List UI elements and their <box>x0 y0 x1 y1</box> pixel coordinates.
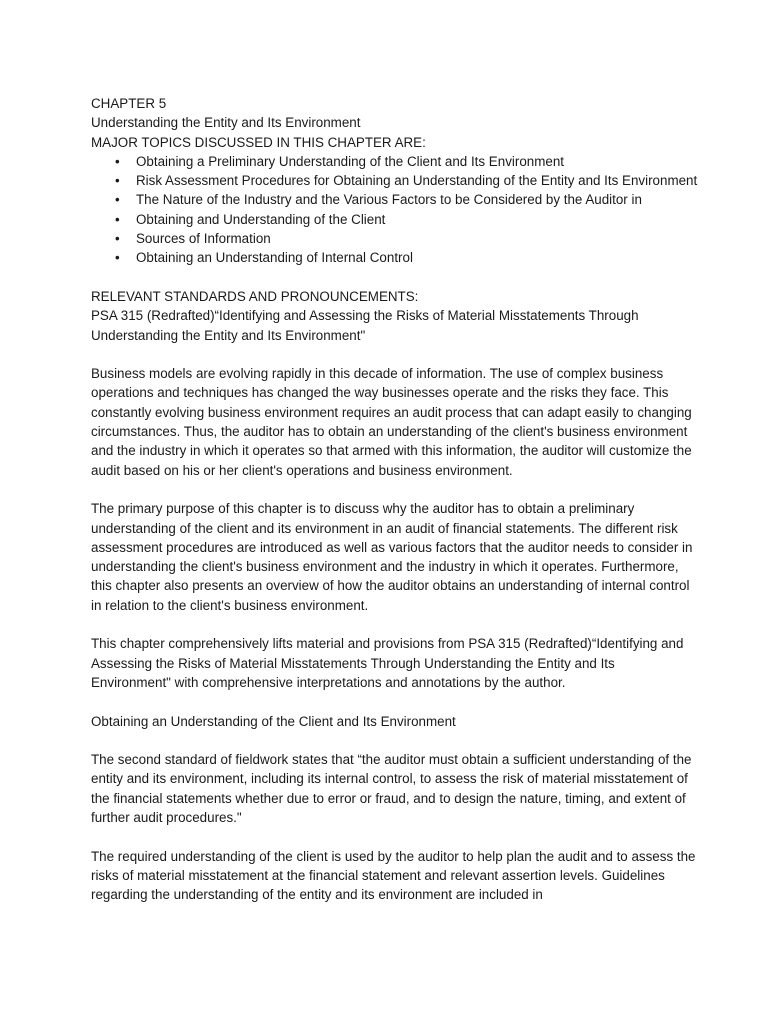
list-item <box>91 229 698 248</box>
paragraph-1: Business models are evolving rapidly in this decade of information. The use of complex business operations and techniques has changed the way businesses operate and the risks they face. This constantly evolving business environment requires an audit process that can adapt easily to changing circumstances. Thus, the auditor has to obtain an understanding of the client's business environment and the industry in which it operates so that armed with this information, the auditor will customize the audit based on his or her client's operations and business environment. <box>91 366 692 478</box>
paragraph-2: The primary purpose of this chapter is to discuss why the auditor has to obtain a preliminary understanding of the client and its environment in an audit of financial statements. The different risk assessment procedures are introduced as well as various factors that the auditor needs to consider in understanding the client's business environment and the industry in which it operates. Furthermore, this chapter also presents an overview of how the auditor obtains an understanding of internal control in relation to the client's business environment. <box>91 501 693 613</box>
bullet-icon: • <box>115 153 120 169</box>
paragraph-4: The second standard of fieldwork states that “the auditor must obtain a sufficient understanding of the entity and its environment, including its internal control, to assess the risk of material misstatement of the financial statements whether due to error or fraud, and to design the nature, timing, and extent of further audit procedures." <box>91 752 692 825</box>
topics-list <box>91 152 698 268</box>
bullet-icon: • <box>115 192 120 208</box>
list-item <box>91 152 698 171</box>
spacer <box>91 480 698 499</box>
list-item-text: Sources of Information <box>136 231 271 247</box>
paragraph-5: The required understanding of the client is used by the auditor to help plan the audit and to assess the risks of material misstatement at the financial statement and relevant assertion levels. Guidelines regarding the understanding of the entity and its environment are included in <box>91 848 696 903</box>
bullet-icon: • <box>115 211 120 227</box>
list-item-text: The Nature of the Industry and the Various Factors to be Considered by the Auditor in <box>136 192 642 208</box>
spacer <box>91 615 698 634</box>
standards-text: PSA 315 (Redrafted)“Identifying and Assessing the Risks of Material Misstatements Through Understanding the Entity and Its Environment" <box>91 308 639 343</box>
bullet-icon: • <box>115 231 120 247</box>
chapter-title: Understanding the Entity and Its Environment <box>91 115 361 131</box>
chapter-header <box>91 94 698 152</box>
topics-heading: MAJOR TOPICS DISCUSSED IN THIS CHAPTER ARE: <box>91 134 426 150</box>
spacer <box>91 827 698 846</box>
list-item <box>91 190 698 209</box>
spacer <box>91 692 698 711</box>
list-item <box>91 171 698 190</box>
bullet-icon: • <box>115 173 120 189</box>
list-item <box>91 248 698 267</box>
chapter-label: CHAPTER 5 <box>91 96 167 111</box>
list-item-text: Obtaining a Preliminary Understanding of the Client and Its Environment <box>136 153 564 169</box>
section-heading: Obtaining an Understanding of the Client and Its Environment <box>91 713 456 729</box>
list-item-text: Risk Assessment Procedures for Obtaining an Understanding of the Entity and Its Environment <box>136 173 698 189</box>
paragraph-3: This chapter comprehensively lifts material and provisions from PSA 315 (Redrafted)“Identifying and Assessing the Risks of Material Misstatements Through Understanding the Entity and Its Environment" with comprehensive interpretations and annotations by the author. <box>91 636 684 690</box>
list-item <box>91 210 698 229</box>
list-item-text: Obtaining an Understanding of Internal Control <box>136 250 413 266</box>
spacer <box>91 731 698 750</box>
list-item-text: Obtaining and Understanding of the Client <box>136 211 386 227</box>
spacer <box>91 268 698 287</box>
spacer <box>91 345 698 364</box>
bullet-icon: • <box>115 250 120 266</box>
standards-heading: RELEVANT STANDARDS AND PRONOUNCEMENTS: <box>91 288 419 304</box>
